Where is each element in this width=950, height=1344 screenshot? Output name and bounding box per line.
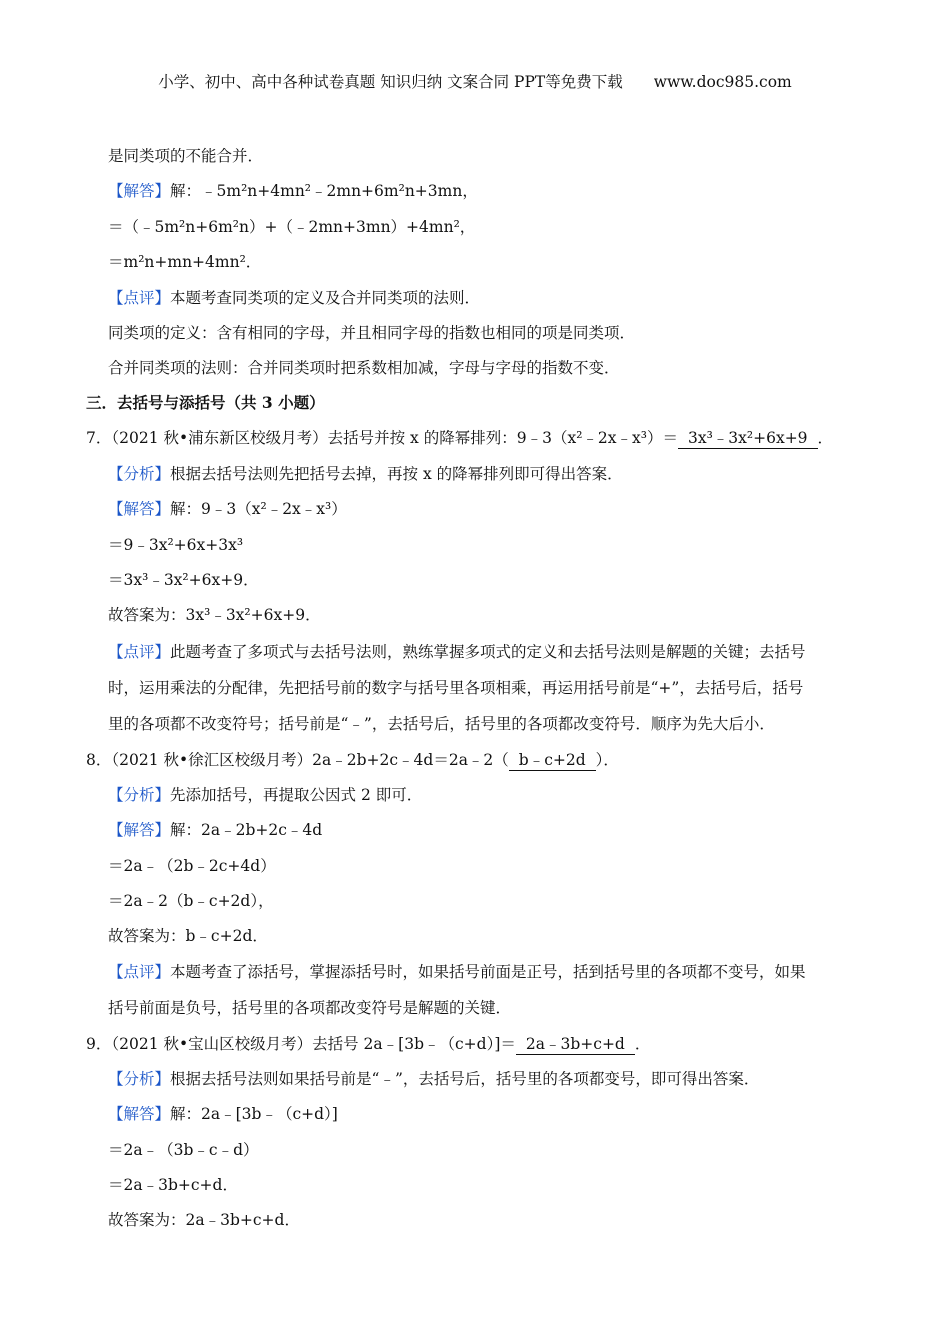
solution-tag: 【解答】 [108,500,171,518]
p6-comment-line-3: 合并同类项的法则：合并同类项时把系数相加减，字母与字母的指数不变． [108,359,620,377]
question-7: 7．（2021 秋•浦东新区校级月考）去括号并按 x 的降幂排列：9﹣3（x²﹣2x﹣x³）＝ 3x³﹣3x²+6x+9 ． [86,429,834,447]
section-heading: 三．去括号与添括号（共 3 小题） [86,393,325,412]
p6-solution-line-2: ＝（﹣5m²n+6m²n）+（﹣2mn+3mn）+4mn²， [108,218,476,236]
answer-blank-7: 3x³﹣3x²+6x+9 [678,428,818,449]
q9-solution-line-2: ＝2a﹣（3b﹣c﹣d） [108,1141,259,1159]
q9-solution-line-3: ＝2a﹣3b+c+d． [108,1176,238,1194]
q9-solution-line-4: 故答案为：2a﹣3b+c+d． [108,1211,300,1229]
question-9: 9．（2021 秋•宝山区校级月考）去括号 2a﹣[3b﹣（c+d）]＝ 2a﹣3b+c+d ． [86,1035,651,1053]
p6-solution-line-1: 【解答】解：﹣5m²n+4mn²﹣2mn+6m²n+3mn， [108,182,478,200]
solution-tag: 【解答】 [108,821,171,839]
q7-solution-line-2: ＝9﹣3x²+6x+3x³ [108,536,244,554]
p6-comment-line-2: 同类项的定义：含有相同的字母，并且相同字母的指数也相同的项是同类项． [108,324,636,342]
q7-solution-line-4: 故答案为：3x³﹣3x²+6x+9． [108,606,321,624]
answer-blank-8: b﹣c+2d [509,750,596,771]
p6-comment-line-1: 【点评】本题考查同类项的定义及合并同类项的法则． [108,289,481,307]
comment-tag: 【点评】 [108,963,171,981]
q8-solution-line-3: ＝2a﹣2（b﹣c+2d）， [108,892,274,910]
comment-tag: 【点评】 [108,643,171,661]
question-8: 8．（2021 秋•徐汇区校级月考）2a﹣2b+2c﹣4d＝2a﹣2（ b﹣c+2d ）． [86,751,619,769]
analysis-tag: 【分析】 [108,1070,171,1088]
q7-solution-line-1: 【解答】解：9﹣3（x²﹣2x﹣x³） [108,500,347,518]
q8-solution-line-1: 【解答】解：2a﹣2b+2c﹣4d [108,821,323,839]
q9-solution-line-1: 【解答】解：2a﹣[3b﹣（c+d）] [108,1105,338,1123]
q7-solution-line-3: ＝3x³﹣3x²+6x+9． [108,571,259,589]
q8-solution-line-2: ＝2a﹣（2b﹣2c+4d） [108,857,276,875]
q8-analysis: 【分析】先添加括号，再提取公因式 2 即可． [108,786,423,804]
solution-tag: 【解答】 [108,182,171,200]
p6-solution-line-3: ＝m²n+mn+4mn²． [108,253,262,271]
comment-tag: 【点评】 [108,289,171,307]
q7-comment-line-3: 里的各项都不改变符号；括号前是“﹣”，去括号后，括号里的各项都改变符号．顺序为先大后小． [108,715,775,733]
p6-note: 是同类项的不能合并． [108,147,264,165]
q7-comment-line-1: 【点评】此题考查了多项式与去括号法则，熟练掌握多项式的定义和去括号法则是解题的关键；去括号 [108,643,806,661]
analysis-tag: 【分析】 [108,786,171,804]
q7-analysis: 【分析】根据去括号法则先把括号去掉，再按 x 的降幂排列即可得出答案． [108,465,623,483]
q8-comment-line-1: 【点评】本题考查了添括号，掌握添括号时，如果括号前面是正号，括到括号里的各项都不变号，如果 [108,963,806,981]
header-text: 小学、初中、高中各种试卷真题 知识归纳 文案合同 PPT等免费下载 [158,73,623,91]
answer-blank-9: 2a﹣3b+c+d [516,1034,635,1055]
q9-analysis: 【分析】根据去括号法则如果括号前是“﹣”，去括号后，括号里的各项都变号，即可得出答案． [108,1070,760,1088]
solution-tag: 【解答】 [108,1105,171,1123]
header-url: www.doc985.com [653,73,792,91]
analysis-tag: 【分析】 [108,465,171,483]
q7-comment-line-2: 时，运用乘法的分配律，先把括号前的数字与括号里各项相乘，再运用括号前是“+”，去括号后，括号 [108,679,804,697]
q8-comment-line-2: 括号前面是负号，括号里的各项都改变符号是解题的关键． [108,999,512,1017]
page-header [0,70,950,92]
q8-solution-line-4: 故答案为：b﹣c+2d． [108,927,268,945]
